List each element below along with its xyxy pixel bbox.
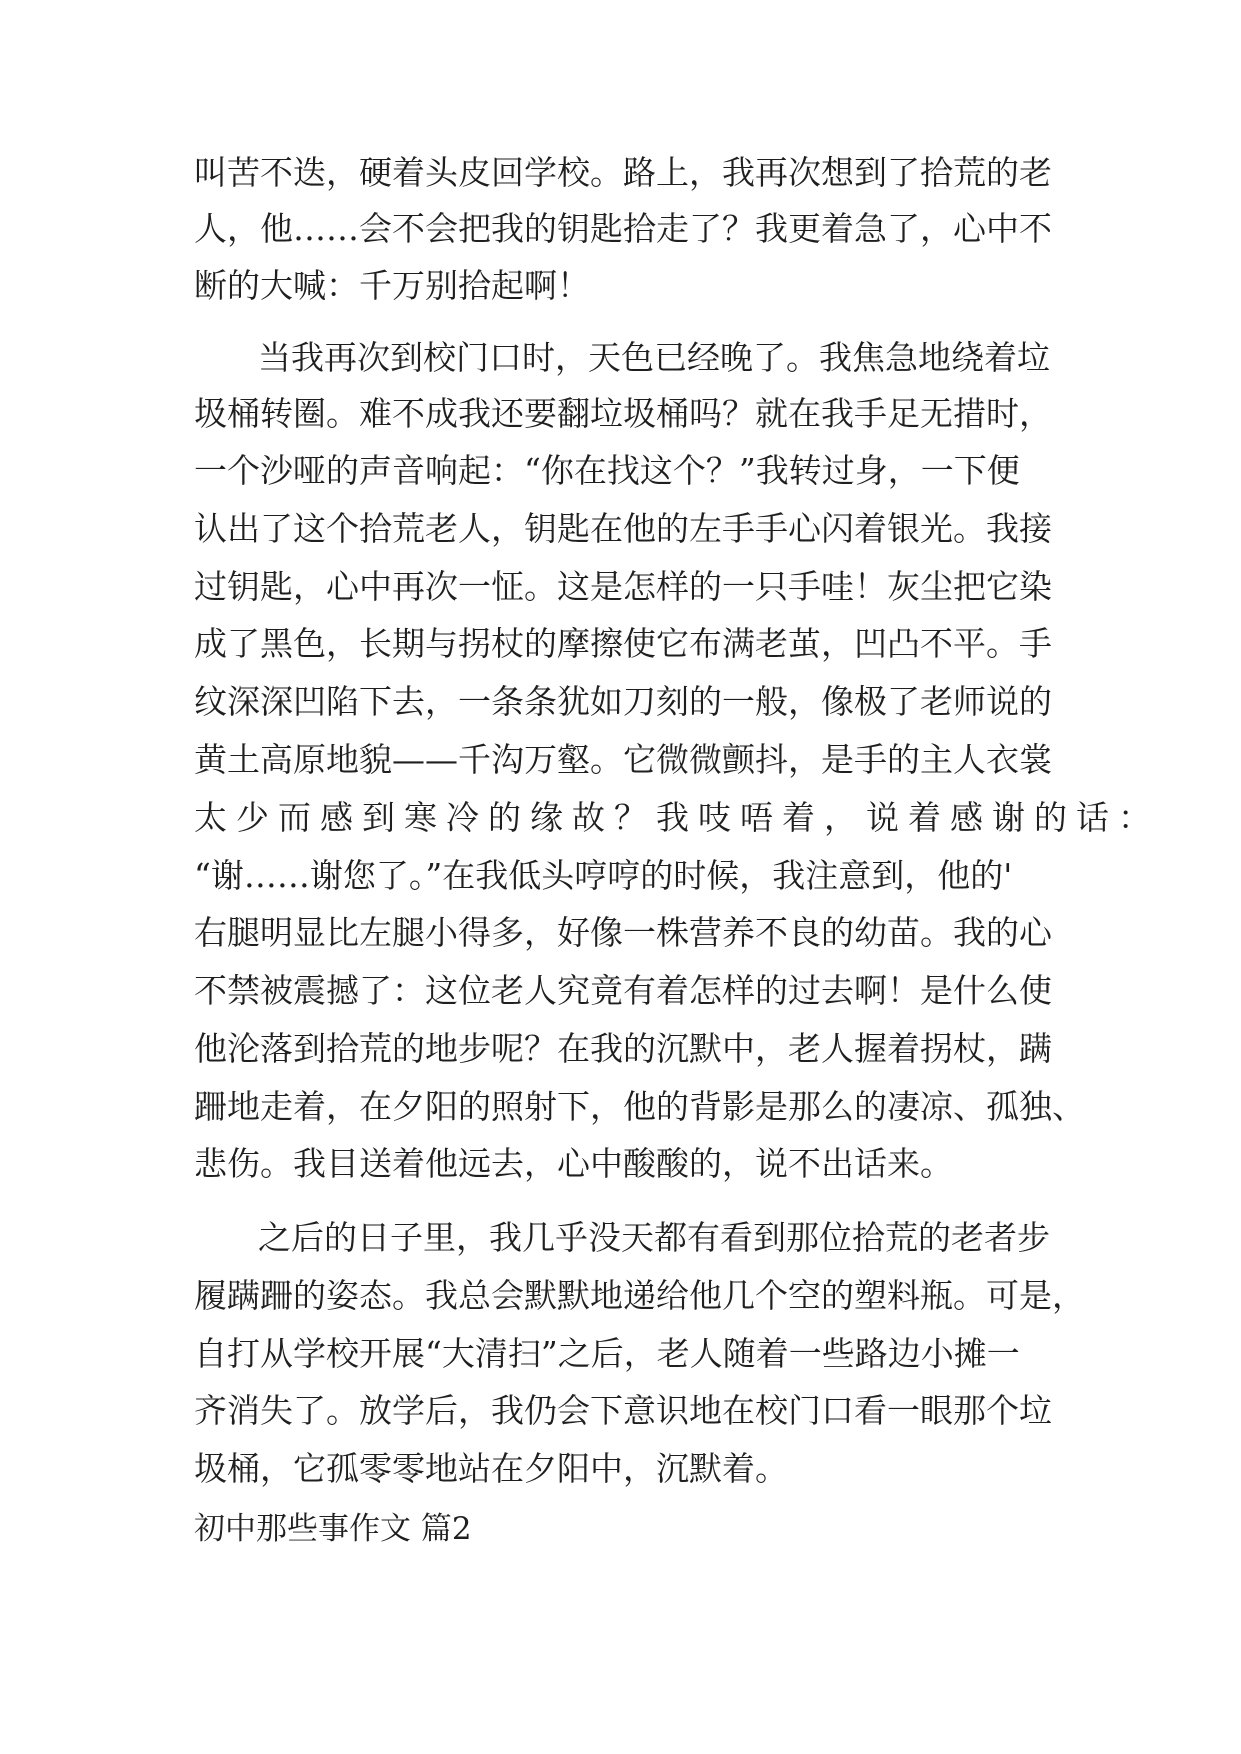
- text-line: 太少而感到寒冷的缘故？我吱唔着，说着感谢的话：: [194, 798, 1160, 837]
- text-line: 叫苦不迭，硬着头皮回学校。路上，我再次想到了拾荒的老: [194, 153, 1052, 192]
- section-heading: 初中那些事作文 篇2: [194, 1511, 472, 1547]
- text-line: 履蹒跚的姿态。我总会默默地递给他几个空的塑料瓶。可是，: [194, 1276, 1085, 1315]
- paragraph-first-line: 当我再次到校门口时，天色已经晚了。我焦急地绕着垃: [258, 338, 1050, 377]
- text-line: 跚地走着，在夕阳的照射下，他的背影是那么的凄凉、孤独、: [194, 1087, 1085, 1126]
- text-line: 圾桶，它孤零零地站在夕阳中，沉默着。: [194, 1449, 788, 1488]
- text-line: 人，他……会不会把我的钥匙拾走了？我更着急了，心中不: [194, 209, 1052, 248]
- text-line: 他沦落到拾荒的地步呢？在我的沉默中，老人握着拐杖，蹒: [194, 1029, 1052, 1068]
- text-line: “谢……谢您了。”在我低头哼哼的时候，我注意到，他的': [194, 856, 1013, 895]
- text-line: 过钥匙，心中再次一怔。这是怎样的一只手哇！灰尘把它染: [194, 567, 1052, 606]
- paragraph-first-line: 之后的日子里，我几乎没天都有看到那位拾荒的老者步: [258, 1218, 1050, 1257]
- text-line: 不禁被震撼了：这位老人究竟有着怎样的过去啊！是什么使: [194, 971, 1052, 1010]
- text-line: 认出了这个拾荒老人，钥匙在他的左手手心闪着银光。我接: [194, 509, 1052, 548]
- text-line: 一个沙哑的声音响起：“你在找这个？”我转过身，一下便: [194, 451, 1020, 490]
- text-line: 悲伤。我目送着他远去，心中酸酸的，说不出话来。: [194, 1144, 953, 1183]
- text-line: 成了黑色，长期与拐杖的摩擦使它布满老茧，凹凸不平。手: [194, 624, 1052, 663]
- text-line: 齐消失了。放学后，我仍会下意识地在校门口看一眼那个垃: [194, 1391, 1052, 1430]
- text-line: 纹深深凹陷下去，一条条犹如刀刻的一般，像极了老师说的: [194, 682, 1052, 721]
- text-line: 右腿明显比左腿小得多，好像一株营养不良的幼苗。我的心: [194, 913, 1052, 952]
- text-line: 圾桶转圈。难不成我还要翻垃圾桶吗？就在我手足无措时，: [194, 394, 1052, 433]
- text-line: 黄土高原地貌——千沟万壑。它微微颤抖，是手的主人衣裳: [194, 740, 1052, 779]
- text-line: 自打从学校开展“大清扫”之后，老人随着一些路边小摊一: [194, 1334, 1020, 1373]
- text-line: 断的大喊：千万别拾起啊！: [194, 266, 590, 305]
